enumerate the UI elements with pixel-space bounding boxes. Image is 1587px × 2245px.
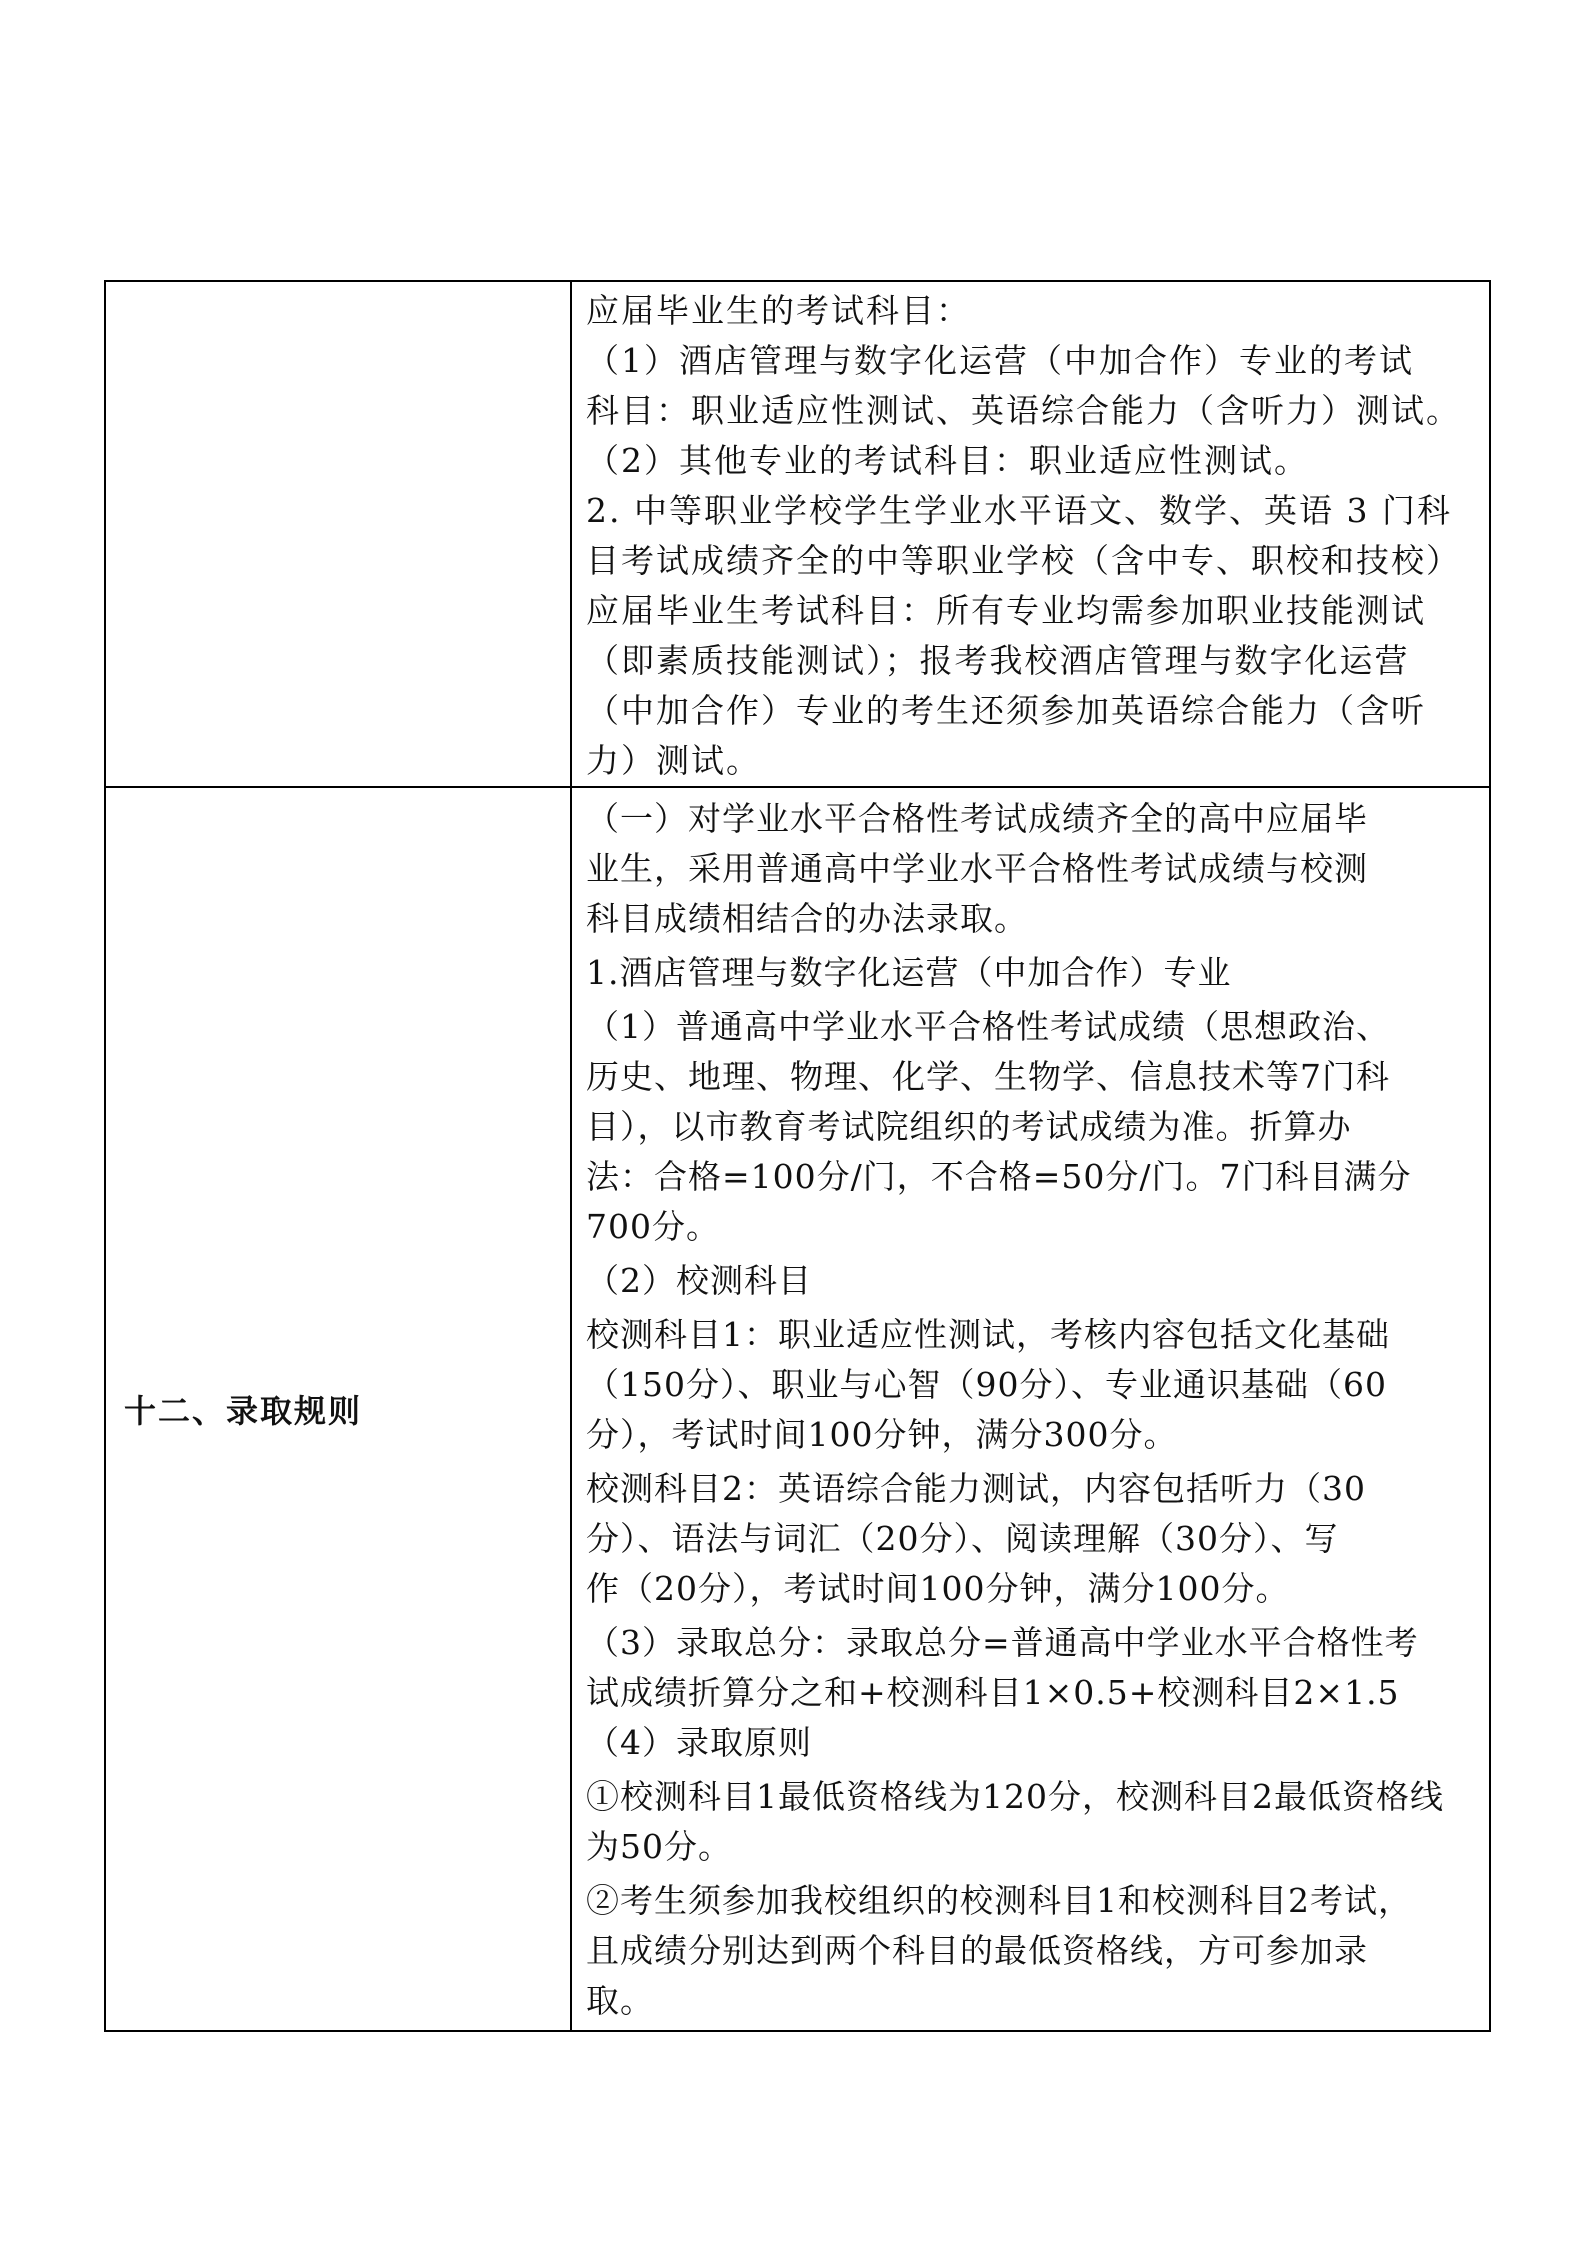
text-line: （一）对学业水平合格性考试成绩齐全的高中应届毕 [586,799,1368,838]
text-line: 分）、语法与词汇（20分）、阅读理解（30分）、写 [586,1519,1339,1558]
text-line: 1.酒店管理与数字化运营（中加合作）专业 [586,953,1232,992]
row2-content [572,788,1489,2026]
text-line: （3）录取总分：录取总分=普通高中学业水平合格性考 [586,1623,1419,1662]
paragraph [586,1256,1479,1306]
text-line: 目），以市教育考试院组织的考试成绩为准。折算办 [586,1107,1352,1146]
paragraph [586,1002,1479,1252]
text-line: 目考试成绩齐全的中等职业学校（含中专、职校和技校） [586,541,1461,580]
text-line: 作（20分），考试时间100分钟，满分100分。 [586,1569,1290,1608]
text-line: 校测科目2：英语综合能力测试，内容包括听力（30 [586,1469,1366,1508]
text-line: 法：合格=100分/门，不合格=50分/门。7门科目满分 [586,1157,1412,1196]
paragraph [586,1876,1479,2026]
text-line: 历史、地理、物理、化学、生物学、信息技术等7门科 [586,1057,1390,1096]
table-row [105,281,1490,787]
text-line: 为50分。 [586,1827,732,1866]
row1-left-cell [105,281,571,787]
text-line: 应届毕业生的考试科目： [586,291,971,330]
text-line: （即素质技能测试）；报考我校酒店管理与数字化运营 [586,641,1410,680]
text-line: 2. 中等职业学校学生学业水平语文、数学、英语 3 门科 [586,491,1452,530]
paragraph [586,1618,1479,1768]
text-line: 取。 [586,1981,654,2020]
text-line: （2）其他专业的考试科目：职业适应性测试。 [586,441,1309,480]
row2-left-cell [105,787,571,2031]
row1-content [572,282,1489,786]
text-line: 科目成绩相结合的办法录取。 [586,899,1028,938]
text-line: 700分。 [586,1207,720,1246]
text-line: 分），考试时间100分钟，满分300分。 [586,1415,1178,1454]
text-line: （1）普通高中学业水平合格性考试成绩（思想政治、 [586,1007,1390,1046]
text-line: 且成绩分别达到两个科目的最低资格线，方可参加录 [586,1931,1368,1970]
text-line: （4）录取原则 [586,1723,812,1762]
paragraph [586,1310,1479,1460]
paragraph [586,1772,1479,1872]
row2-content-cell [571,787,1490,2031]
text-line: （中加合作）专业的考生还须参加英语综合能力（含听 [586,691,1426,730]
section-label-admission-rules: 十二、录取规则 [124,1392,363,1430]
text-line: ②考生须参加我校组织的校测科目1和校测科目2考试， [586,1881,1412,1920]
text-line: 科目：职业适应性测试、英语综合能力（含听力）测试。 [586,391,1461,430]
text-line: 业生，采用普通高中学业水平合格性考试成绩与校测 [586,849,1368,888]
text-line: （1）酒店管理与数字化运营（中加合作）专业的考试 [586,341,1414,380]
paragraph [586,794,1479,944]
text-line: ①校测科目1最低资格线为120分，校测科目2最低资格线 [586,1777,1444,1816]
text-line: 力）测试。 [586,741,761,780]
table-row [105,787,1490,2031]
text-line: 应届毕业生考试科目：所有专业均需参加职业技能测试 [586,591,1426,630]
text-line: （150分）、职业与心智（90分）、专业通识基础（60 [586,1365,1387,1404]
text-line: 试成绩折算分之和+校测科目1×0.5+校测科目2×1.5 [586,1673,1400,1712]
admission-table [104,280,1491,2032]
text-line: （2）校测科目 [586,1261,812,1300]
paragraph [586,1464,1479,1614]
row1-content-cell [571,281,1490,787]
paragraph [586,948,1479,998]
text-line: 校测科目1：职业适应性测试，考核内容包括文化基础 [586,1315,1390,1354]
